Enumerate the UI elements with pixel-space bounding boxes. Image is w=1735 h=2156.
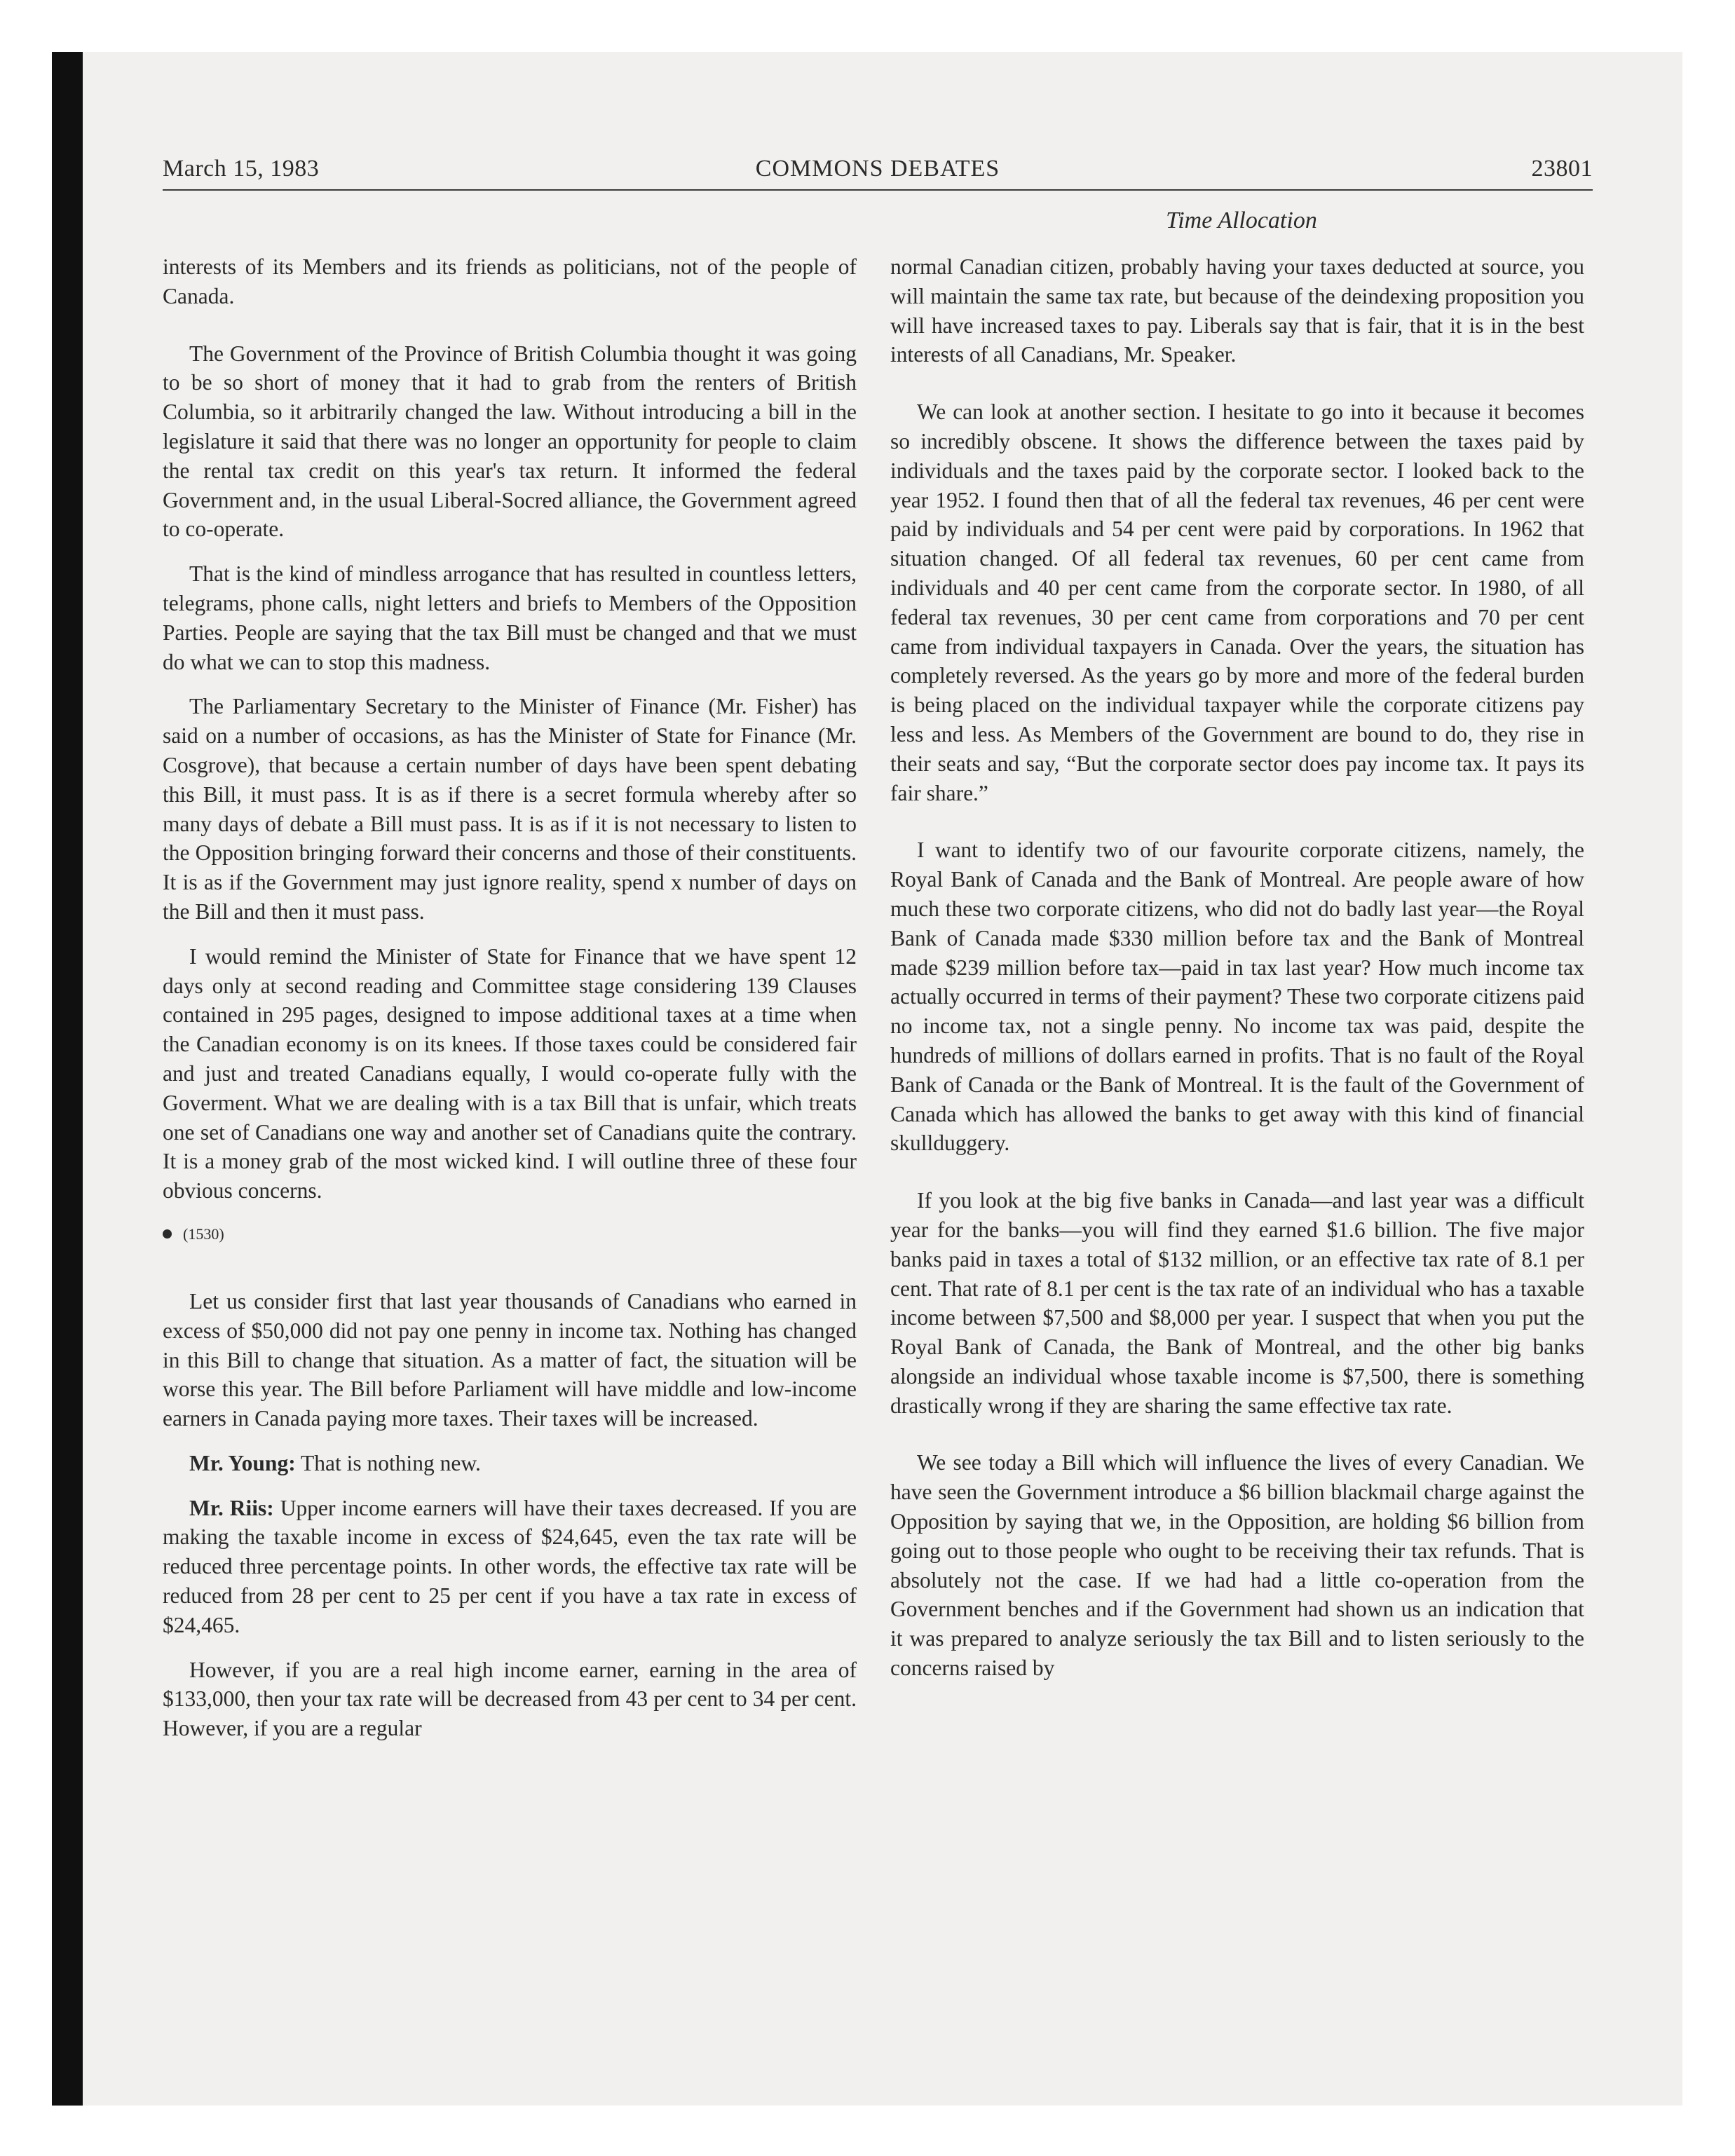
paragraph: I want to identify two of our favourite corporate citizens, namely, the Royal Bank of Canada and the Bank of Montreal. Are people aware of how much these two corporate citizens, who did not do badly last year—the Royal Bank of Canada made $330 million before tax and the Bank of Montreal made $239 million before tax—paid in tax last year? How much income tax actually occurred in terms of their payment? These two corporate citizens paid no income tax, not a single penny. No income tax was paid, despite the hundreds of millions of dollars earned in profits. That is no fault of the Royal Bank of Canada or the Bank of Montreal. It is the fault of the Government of Canada which has allowed the banks to get away with this kind of financial skullduggery. (890, 838, 1584, 1156)
header-journal-title: COMMONS DEBATES (755, 156, 1000, 182)
section-title: Time Allocation (1166, 207, 1317, 233)
paragraph: That is the kind of mindless arrogance that has resulted in countless letters, telegrams, phone calls, night letters and briefs to Members of the Opposition Parties. People are saying that the tax Bill must be changed and that we must do what we can to stop this madness. (163, 561, 857, 674)
paragraph: Let us consider first that last year thousands of Canadians who earned in excess of $50,000 did not pay one penny in income tax. Nothing has changed in this Bill to change that situation. As a matter of fact, the situation will be worse this year. The Bill before Parliament will have middle and low-income earners in Canada paying more taxes. Their taxes will be increased. (163, 1288, 857, 1431)
right-column (890, 252, 1584, 1698)
left-column (163, 252, 857, 1759)
bullet-icon (163, 1229, 172, 1239)
paragraph: normal Canadian citizen, probably having your taxes deducted at source, you will maintain the same tax rate, but because of the deindexing proposition you will have increased taxes to pay. Liberals say that is fair, that it is in the best interests of all Canadians, Mr. Speaker. (890, 254, 1584, 367)
paragraph: If you look at the big five banks in Canada—and last year was a difficult year for the banks—you will find they earned $1.6 billion. The five major banks paid in taxes a total of $132 million, or an effective tax rate of 8.1 per cent. That rate of 8.1 per cent is the tax rate of an individual who has a taxable income between $7,500 and $8,000 per year. I suspect that when you put the Royal Bank of Canada, the Bank of Montreal, and the other big banks alongside an individual whose taxable income is $7,500, there is something drastically wrong if they are sharing the same effective tax rate. (890, 1188, 1584, 1418)
paragraph: We see today a Bill which will influence the lives of every Canadian. We have seen the Government introduce a $6 billion blackmail charge against the Opposition by saying that we, in the Opposition, are holding $6 billion from going out to those people who ought to be receiving their tax refunds. That is absolutely not the case. If we had had a little co-operation from the Government benches and if the Government had shown us an indication that it was prepared to analyze seriously the tax Bill and to listen seriously to the concerns raised by (890, 1450, 1584, 1681)
paragraph: I would remind the Minister of State for Finance that we have spent 12 days only at second reading and Committee stage considering 139 Clauses contained in 295 pages, designed to impose additional taxes at a time when the Canadian economy is on its knees. If those taxes could be considered fair and just and treated Canadians equally, I would co-operate fully with the Goverment. What we are dealing with is a tax Bill that is unfair, which treats one set of Canadians one way and another set of Canadians quite the contrary. It is a money grab of the most wicked kind. I will outline three of these four obvious concerns. (163, 943, 857, 1203)
time-marker (163, 1224, 857, 1245)
header-page-number: 23801 (1531, 156, 1593, 182)
header-date: March 15, 1983 (163, 156, 320, 182)
paragraph: The Parliamentary Secretary to the Minister of Finance (Mr. Fisher) has said on a number of occasions, as has the Minister of State for Finance (Mr. Cosgrove), that because a certain number of days have been spent debating this Bill, it must pass. It is as if there is a secret formula whereby after so many days of debate a Bill must pass. It is as if it is not necessary to listen to the Opposition bringing forward their concerns and those of their constituents. It is as if the Government may just ignore reality, spend x number of days on the Bill and then it must pass. (163, 694, 857, 924)
speech-text: That is nothing new. (301, 1450, 481, 1475)
time-marker-label: (1530) (183, 1224, 224, 1243)
paragraph: We can look at another section. I hesitate to go into it because it becomes so incredibly obscene. It shows the difference between the taxes paid by individuals and the taxes paid by the corporate sector. I looked back to the year 1952. I found then that of all the federal tax revenues, 46 per cent were paid by individuals and 54 per cent were paid by corporations. In 1962 that situation changed. Of all federal tax revenues, 60 per cent came from individuals and 40 per cent came from the corporate sector. In 1980, of all federal tax revenues, 30 per cent came from corporations and 70 per cent came from individual taxpayers in Canada. Over the years, the situation has completely reversed. As the years go by more and more of the federal burden is being placed on the individual taxpayer while the corporate citizens pay less and less. As Members of the Government are bound to do, they rise in their seats and say, “But the corporate sector does pay income tax. It pays its fair share.” (890, 400, 1584, 805)
paragraph: The Government of the Province of British Columbia thought it was going to be so short of money that it had to grab from the renters of British Columbia, so it arbitrarily changed the law. Without introducing a bill in the legislature it said that there was no longer an opportunity for people to claim the rental tax credit on this year's tax return. It informed the federal Government and, in the usual Liberal-Socred alliance, the Government agreed to co-operate. (163, 341, 857, 542)
speech-text: Upper income earners will have their taxes decreased. If you are making the taxable income in excess of $24,645, even the tax rate will be reduced three percentage points. In other words, the effective tax rate will be reduced from 28 per cent to 25 per cent if you have a tax rate in excess of $24,465. (163, 1495, 857, 1637)
speaker-paragraph (163, 1449, 857, 1478)
speaker-name: Mr. Riis: (189, 1495, 274, 1520)
page-header (163, 153, 1593, 191)
speaker-paragraph (163, 1494, 857, 1640)
speaker-name: Mr. Young: (189, 1450, 296, 1475)
scan-edge-bar (52, 52, 83, 2106)
paragraph: interests of its Members and its friends as politicians, not of the people of Canada. (163, 254, 857, 308)
paragraph: However, if you are a real high income earner, earning in the area of $133,000, then your tax rate will be decreased from 43 per cent to 34 per cent. However, if you are a regular (163, 1657, 857, 1741)
